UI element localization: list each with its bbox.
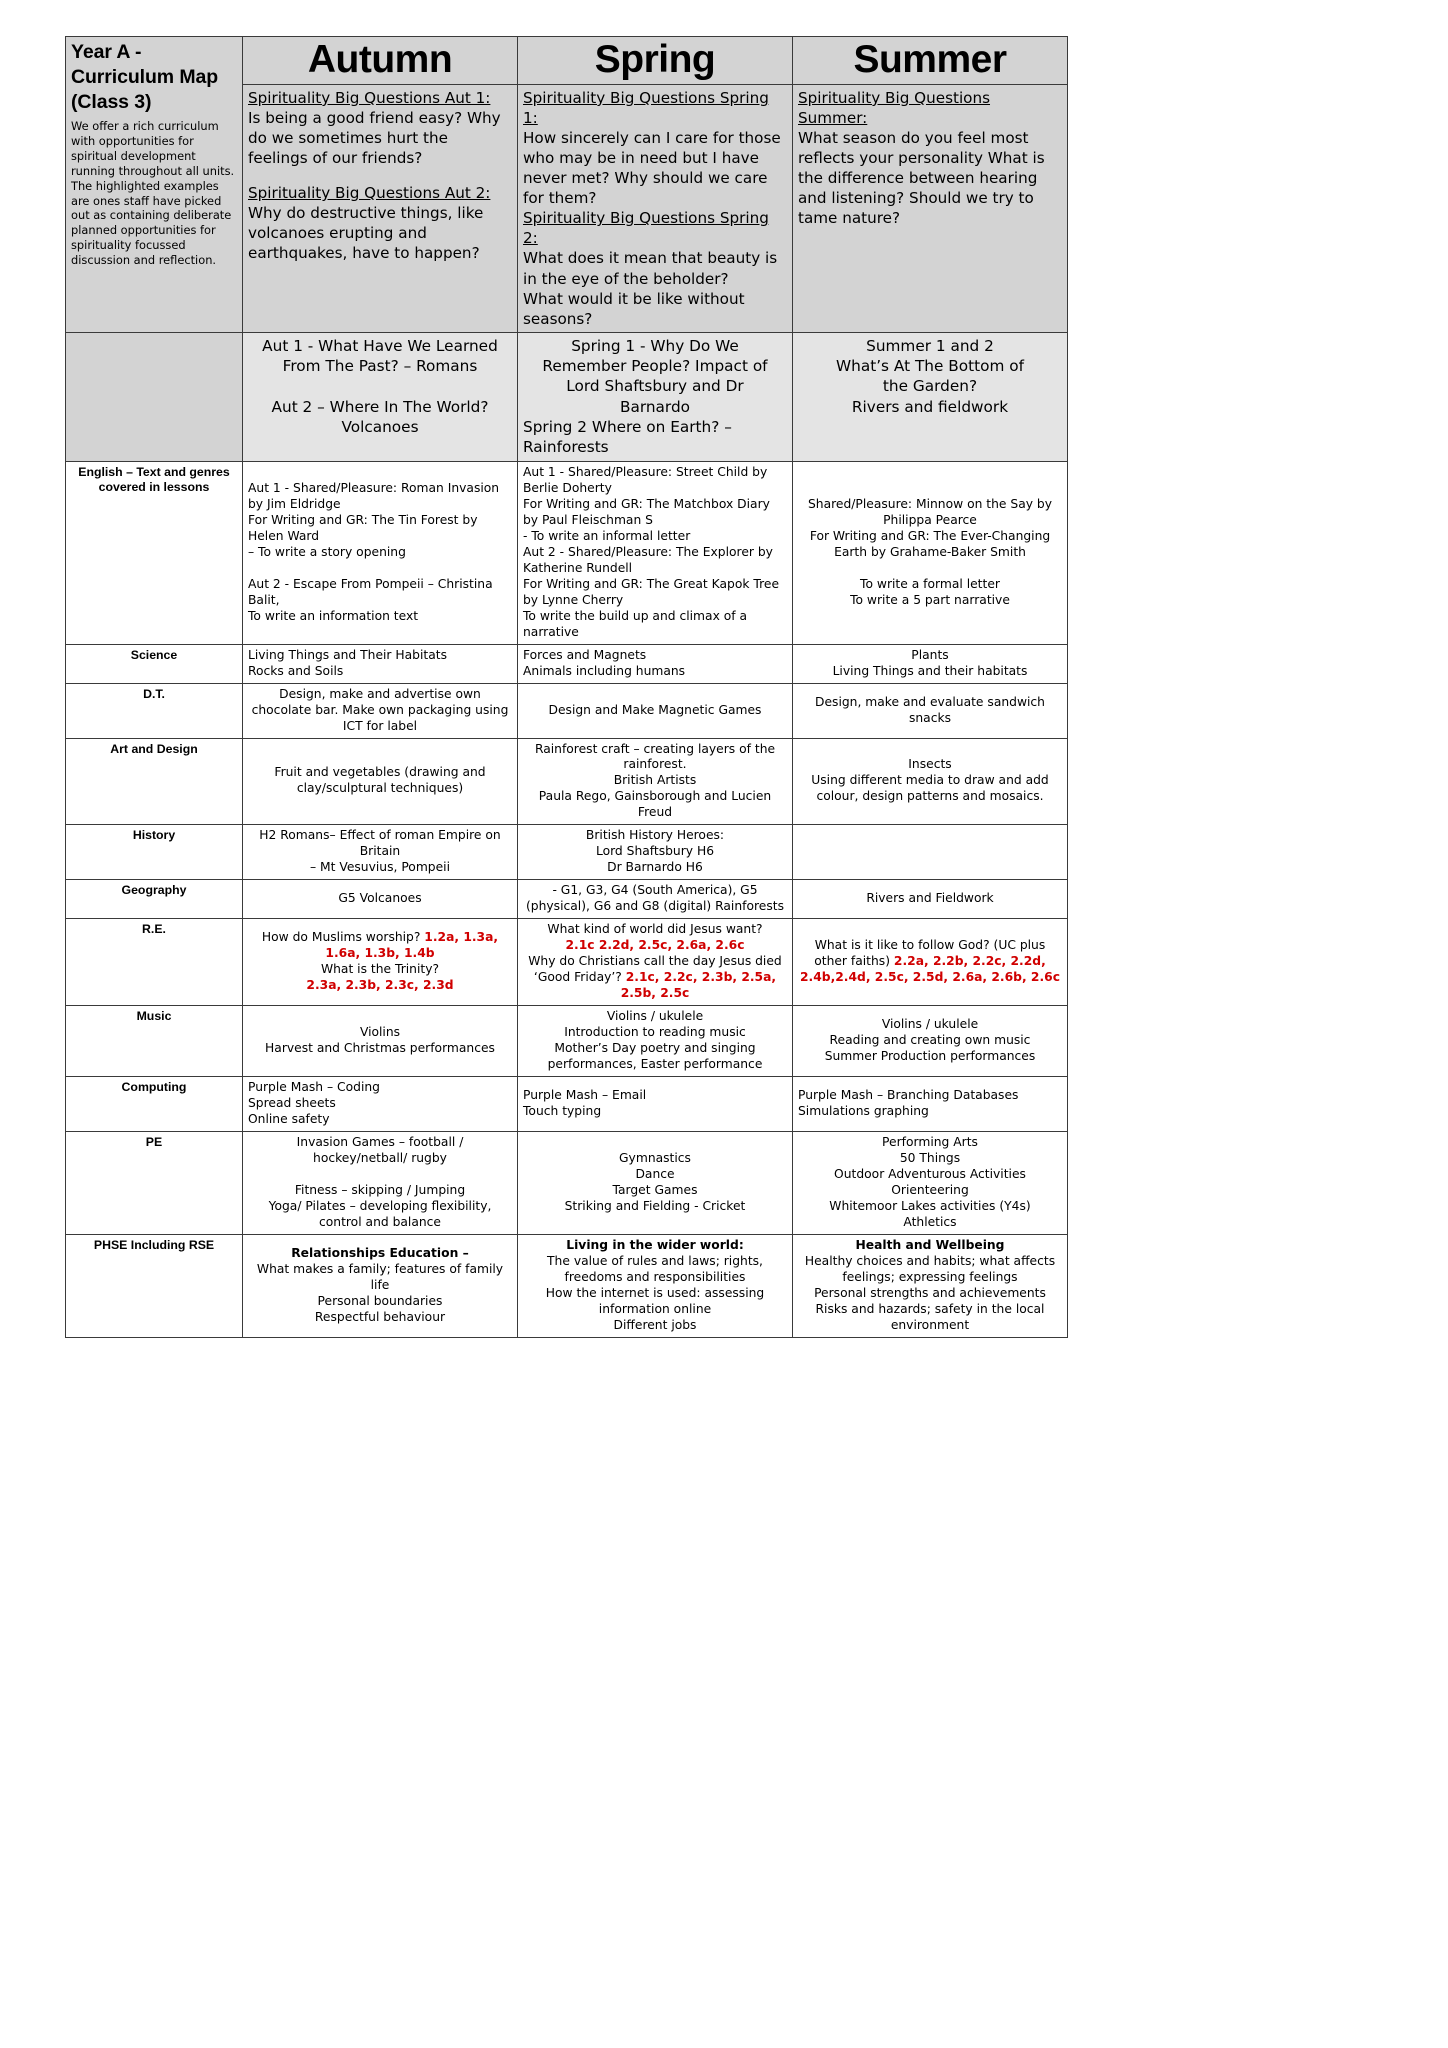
cell-line: Summer Production performances — [824, 1049, 1036, 1064]
cell-line: Lord Shaftsbury H6 — [595, 844, 715, 859]
topic-spring-line-4: Barnardo — [619, 397, 691, 416]
cell-line: - G1, G3, G4 (South America), G5 (physical), G6 and G8 (digital) Rainforests — [526, 883, 784, 914]
cell-line: Design and Make Magnetic Games — [548, 702, 762, 717]
curriculum-map-table — [65, 36, 1068, 1338]
cell-line: Rocks and Soils — [248, 663, 344, 678]
cell-line: Aut 2 - Escape From Pompeii – Christina Balit, — [248, 576, 493, 607]
cell-line: Personal boundaries — [317, 1294, 443, 1308]
cell-summer — [793, 1006, 1068, 1077]
subject-label-pe: PE — [66, 1132, 243, 1235]
cell-spring — [518, 1077, 793, 1132]
rich-line — [248, 978, 512, 994]
topic-autumn-line-1: Aut 1 - What Have We Learned — [262, 336, 498, 355]
page-title-line-1: Year A - — [71, 41, 142, 63]
cell-line: Yoga/ Pilates – developing flexibility, control and balance — [268, 1199, 492, 1230]
cell-autumn — [243, 683, 518, 738]
cell-autumn — [243, 1077, 518, 1132]
cell-line: Reading and creating own music — [829, 1033, 1031, 1048]
cell-spring — [518, 1132, 793, 1235]
spirituality-spring-body-1: How sincerely can I care for those who may be in need but I have never met? Why should we care for them? — [523, 129, 781, 208]
table-row — [66, 683, 1068, 738]
cell-autumn — [243, 825, 518, 880]
subject-label-history: History — [66, 825, 243, 880]
page-title-line-2: Curriculum Map — [71, 66, 219, 89]
table-row — [66, 644, 1068, 683]
topic-autumn-line-4: Volcanoes — [341, 418, 419, 437]
cell-line: G5 Volcanoes — [338, 891, 422, 906]
cell-spring — [518, 683, 793, 738]
spirituality-spring-body-2: What does it mean that beauty is in the eye of the beholder? — [523, 249, 778, 288]
cell-line: Dr Barnardo H6 — [607, 860, 703, 875]
cell-line: Respectful behaviour — [314, 1309, 446, 1324]
spirituality-summer-heading-1: Spirituality Big Questions — [798, 88, 991, 107]
cell-line: Rainforest craft – creating layers of the rainforest. — [534, 741, 776, 772]
cell-line: Touch typing — [523, 1104, 602, 1119]
cell-autumn — [243, 919, 518, 1006]
cell-line — [798, 561, 1062, 577]
subject-label-phse-including-rse: PHSE Including RSE — [66, 1235, 243, 1338]
cell-spring — [518, 644, 793, 683]
topic-summer-line-2: What’s At The Bottom of — [836, 357, 1024, 376]
topic-autumn-line-3: Aut 2 – Where In The World? — [271, 397, 489, 416]
cell-summer — [793, 644, 1068, 683]
cell-line: To write a 5 part narrative — [850, 592, 1010, 607]
map-title-cell — [66, 37, 243, 333]
cell-line: Personal strengths and achievements — [814, 1286, 1046, 1301]
topic-summer-line-1: Summer 1 and 2 — [866, 336, 994, 355]
cell-line: Different jobs — [613, 1317, 697, 1332]
table-row — [66, 461, 1068, 644]
topic-autumn-cell — [243, 332, 518, 461]
cell-line: Performing Arts — [882, 1135, 978, 1150]
cell-summer — [793, 1132, 1068, 1235]
cell-line: Purple Mash – Branching Databases — [798, 1088, 1019, 1103]
spirituality-spring-heading-2: Spirituality Big Questions Spring 2: — [523, 209, 769, 248]
topic-spring-line-5: Spring 2 Where on Earth? – — [523, 418, 732, 437]
cell-line: Purple Mash – Email — [523, 1088, 647, 1103]
subject-label-art-and-design: Art and Design — [66, 738, 243, 825]
curriculum-blurb — [71, 119, 237, 267]
cell-line: Outdoor Adventurous Activities — [834, 1167, 1026, 1182]
cell-line: Plants — [911, 647, 949, 662]
topic-summer-cell — [793, 332, 1068, 461]
rich-line — [523, 954, 787, 1002]
cell-line: Forces and Magnets — [523, 647, 647, 662]
cell-summer — [793, 919, 1068, 1006]
re-text: What kind of world did Jesus want? — [547, 922, 763, 937]
cell-line: Violins / ukulele — [881, 1017, 979, 1032]
re-text: How do Muslims worship? — [261, 930, 425, 945]
cell-line: Athletics — [903, 1215, 957, 1230]
topic-spring-line-6: Rainforests — [523, 438, 609, 457]
term-label-spring: Spring — [594, 38, 716, 81]
cell-line: Orienteering — [891, 1183, 969, 1198]
spirituality-autumn-body-2: Why do destructive things, like volcanoes erupting and earthquakes, have to happen? — [248, 204, 484, 263]
subject-label-d-t: D.T. — [66, 683, 243, 738]
cell-line: Online safety — [248, 1112, 330, 1127]
cell-line: Aut 1 - Shared/Pleasure: Roman Invasion by Jim Eldridge — [248, 480, 500, 511]
re-text: What is the Trinity? — [320, 962, 440, 977]
re-code: 2.1c, 2.2c, 2.3b, 2.5a, 2.5b, 2.5c — [620, 970, 777, 1001]
subject-label-english-text-and-genres-covered-in-lessons: English – Text and genres covered in lessons — [66, 461, 243, 644]
cell-spring — [518, 1235, 793, 1338]
cell-summer — [793, 825, 1068, 880]
cell-autumn — [243, 738, 518, 825]
cell-line: H2 Romans– Effect of roman Empire on Britain — [259, 828, 501, 859]
re-code: 2.3a, 2.3b, 2.3c, 2.3d — [306, 978, 454, 993]
cell-line: For Writing and GR: The Ever-Changing Earth by Grahame-Baker Smith — [809, 528, 1051, 559]
cell-line: Paula Rego, Gainsborough and Lucien Freud — [538, 789, 772, 820]
subject-label-r-e: R.E. — [66, 919, 243, 1006]
cell-line: Invasion Games – football / hockey/netball/ rugby — [296, 1135, 464, 1166]
cell-summer — [793, 1077, 1068, 1132]
table-row — [66, 738, 1068, 825]
cell-line: Gymnastics — [619, 1151, 691, 1166]
cell-line: Aut 1 - Shared/Pleasure: Street Child by Berlie Doherty — [523, 464, 768, 495]
cell-line: Insects — [908, 757, 952, 772]
rich-line — [798, 938, 1062, 986]
cell-line: British History Heroes: — [585, 828, 725, 843]
table-row — [66, 825, 1068, 880]
cell-line: British Artists — [613, 773, 697, 788]
cell-line: Striking and Fielding - Cricket — [564, 1199, 746, 1214]
cell-line: Introduction to reading music — [564, 1025, 746, 1040]
curriculum-blurb-para-2: The highlighted examples are ones staff have picked out as containing deliberate planned opportunities for spirituality focussed discussion and reflection. — [71, 178, 232, 267]
cell-line: To write an information text — [248, 608, 419, 623]
cell-autumn — [243, 1132, 518, 1235]
topic-autumn-line-2: From The Past? – Romans — [282, 357, 478, 376]
subject-label-geography: Geography — [66, 880, 243, 919]
cell-spring — [518, 461, 793, 644]
table-row — [66, 1235, 1068, 1338]
cell-line: Design, make and advertise own chocolate bar. Make own packaging using ICT for label — [251, 686, 509, 733]
topic-row — [66, 332, 1068, 461]
page-title-line-3: (Class 3) — [71, 91, 152, 114]
cell-line — [798, 844, 1062, 860]
cell-line — [248, 561, 512, 577]
topic-spring-line-3: Lord Shaftsbury and Dr — [566, 377, 744, 396]
cell-line: Risks and hazards; safety in the local environment — [815, 1302, 1045, 1332]
spirituality-autumn-body-1: Is being a good friend easy? Why do we sometimes hurt the feelings of our friends? — [248, 109, 501, 168]
cell-line: Living Things and their habitats — [832, 663, 1028, 678]
cell-autumn — [243, 1006, 518, 1077]
re-text: What is it like to follow God? (UC plus other faiths) — [814, 938, 1046, 969]
rich-line — [523, 938, 787, 954]
spirituality-spring-cell — [518, 84, 793, 332]
cell-spring — [518, 738, 793, 825]
cell-line: Violins / ukulele — [606, 1009, 704, 1024]
cell-line: – Mt Vesuvius, Pompeii — [309, 860, 450, 875]
re-code: 1.2a, 1.3a, 1.6a, 1.3b, 1.4b — [325, 930, 499, 961]
spirituality-autumn-heading-2: Spirituality Big Questions Aut 2: — [248, 184, 491, 203]
cell-line: For Writing and GR: The Great Kapok Tree by Lynne Cherry — [523, 576, 780, 607]
spirituality-spring-body-3: What would it be like without seasons? — [523, 289, 745, 328]
cell-line: Spread sheets — [248, 1096, 336, 1111]
term-label-autumn: Autumn — [307, 38, 453, 81]
cell-line: How the internet is used: assessing information online — [545, 1286, 765, 1316]
cell-line: Shared/Pleasure: Minnow on the Say by Philippa Pearce — [808, 496, 1052, 527]
cell-spring — [518, 919, 793, 1006]
cell-line: Fruit and vegetables (drawing and clay/sculptural techniques) — [274, 765, 486, 796]
table-row — [66, 880, 1068, 919]
term-label-summer: Summer — [853, 38, 1007, 81]
cell-line: Fitness – skipping / Jumping — [294, 1183, 466, 1198]
cell-line: Healthy choices and habits; what affects feelings; expressing feelings — [804, 1254, 1056, 1285]
cell-line: Living Things and Their Habitats — [248, 647, 447, 662]
cell-line: To write a formal letter — [860, 576, 1000, 591]
cell-line: Mother’s Day poetry and singing performances, Easter performance — [547, 1041, 763, 1072]
re-text: Why do Christians call the day Jesus died ‘Good Friday’? — [528, 954, 782, 985]
cell-line: Target Games — [612, 1183, 698, 1198]
rich-line — [248, 930, 512, 962]
cell-line: Purple Mash – Coding — [248, 1080, 380, 1095]
cell-line: Whitemoor Lakes activities (Y4s) — [829, 1199, 1031, 1214]
page-title — [71, 40, 237, 115]
cell-line: The value of rules and laws; rights, freedoms and responsibilities — [547, 1254, 763, 1285]
sidebar-filler — [66, 332, 243, 461]
table-header-row — [66, 37, 1068, 85]
table-row — [66, 1132, 1068, 1235]
cell-line: Health and Wellbeing — [855, 1238, 1005, 1253]
spirituality-summer-heading-2: Summer: — [798, 109, 868, 127]
cell-summer — [793, 1235, 1068, 1338]
cell-spring — [518, 1006, 793, 1077]
spirituality-spring-heading-1: Spirituality Big Questions Spring 1: — [523, 88, 769, 127]
spirituality-autumn-heading-1: Spirituality Big Questions Aut 1: — [248, 88, 491, 107]
spirituality-autumn-cell — [243, 84, 518, 332]
re-code: 2.1c 2.2d, 2.5c, 2.6a, 2.6c — [565, 938, 745, 953]
cell-line: To write the build up and climax of a narrative — [523, 608, 748, 639]
term-header-summer — [793, 37, 1068, 85]
topic-spring-line-2: Remember People? Impact of — [542, 357, 768, 376]
spirituality-summer-body-1: What season do you feel most reflects your personality What is the difference between hearing and listening? Should we try to tame nature? — [798, 129, 1045, 228]
topic-spring-cell — [518, 332, 793, 461]
cell-line: What makes a family; features of family life — [256, 1262, 504, 1293]
subject-label-science: Science — [66, 644, 243, 683]
cell-line: 50 Things — [899, 1151, 961, 1166]
spirituality-summer-cell — [793, 84, 1068, 332]
spacer — [248, 168, 512, 183]
topic-summer-line-3: the Garden? — [882, 377, 978, 396]
topic-spring-line-1: Spring 1 - Why Do We — [571, 336, 739, 355]
table-row — [66, 1077, 1068, 1132]
topic-summer-line-4: Rivers and fieldwork — [851, 397, 1009, 416]
table-row — [66, 919, 1068, 1006]
cell-summer — [793, 683, 1068, 738]
cell-line: Relationships Education – — [291, 1246, 469, 1261]
cell-line: For Writing and GR: The Matchbox Diary by Paul Fleischman S — [523, 496, 770, 527]
cell-line: Dance — [635, 1167, 675, 1182]
cell-autumn — [243, 461, 518, 644]
term-header-spring — [518, 37, 793, 85]
cell-line: Design, make and evaluate sandwich snacks — [815, 694, 1045, 725]
re-code: 2.2a, 2.2b, 2.2c, 2.2d, 2.4b,2.4d, 2.5c, 2.5d, 2.6a, 2.6b, 2.6c — [799, 954, 1060, 985]
rich-line — [248, 962, 512, 978]
cell-autumn — [243, 1235, 518, 1338]
cell-line: Living in the wider world: — [566, 1238, 744, 1253]
cell-summer — [793, 461, 1068, 644]
subject-label-music: Music — [66, 1006, 243, 1077]
rich-line — [523, 922, 787, 938]
cell-line: Rivers and Fieldwork — [866, 891, 994, 906]
subject-label-computing: Computing — [66, 1077, 243, 1132]
cell-summer — [793, 738, 1068, 825]
cell-summer — [793, 880, 1068, 919]
cell-line — [248, 1167, 512, 1183]
term-header-autumn — [243, 37, 518, 85]
cell-line: Using different media to draw and add colour, design patterns and mosaics. — [811, 773, 1049, 804]
cell-line: - To write an informal letter — [523, 528, 691, 543]
cell-spring — [518, 880, 793, 919]
cell-autumn — [243, 644, 518, 683]
cell-autumn — [243, 880, 518, 919]
spacer — [248, 376, 512, 396]
table-row — [66, 1006, 1068, 1077]
cell-spring — [518, 825, 793, 880]
cell-line: Harvest and Christmas performances — [265, 1041, 495, 1056]
cell-line: Violins — [359, 1025, 401, 1040]
cell-line: Animals including humans — [523, 663, 686, 678]
curriculum-blurb-para-1: We offer a rich curriculum with opportunities for spiritual development running throughout all units. — [71, 119, 235, 178]
subject-rows-body — [66, 461, 1068, 1337]
cell-line: Aut 2 - Shared/Pleasure: The Explorer by Katherine Rundell — [523, 544, 773, 575]
cell-line: – To write a story opening — [248, 544, 406, 559]
cell-line: Simulations graphing — [798, 1104, 929, 1119]
cell-line: For Writing and GR: The Tin Forest by Helen Ward — [248, 512, 478, 543]
